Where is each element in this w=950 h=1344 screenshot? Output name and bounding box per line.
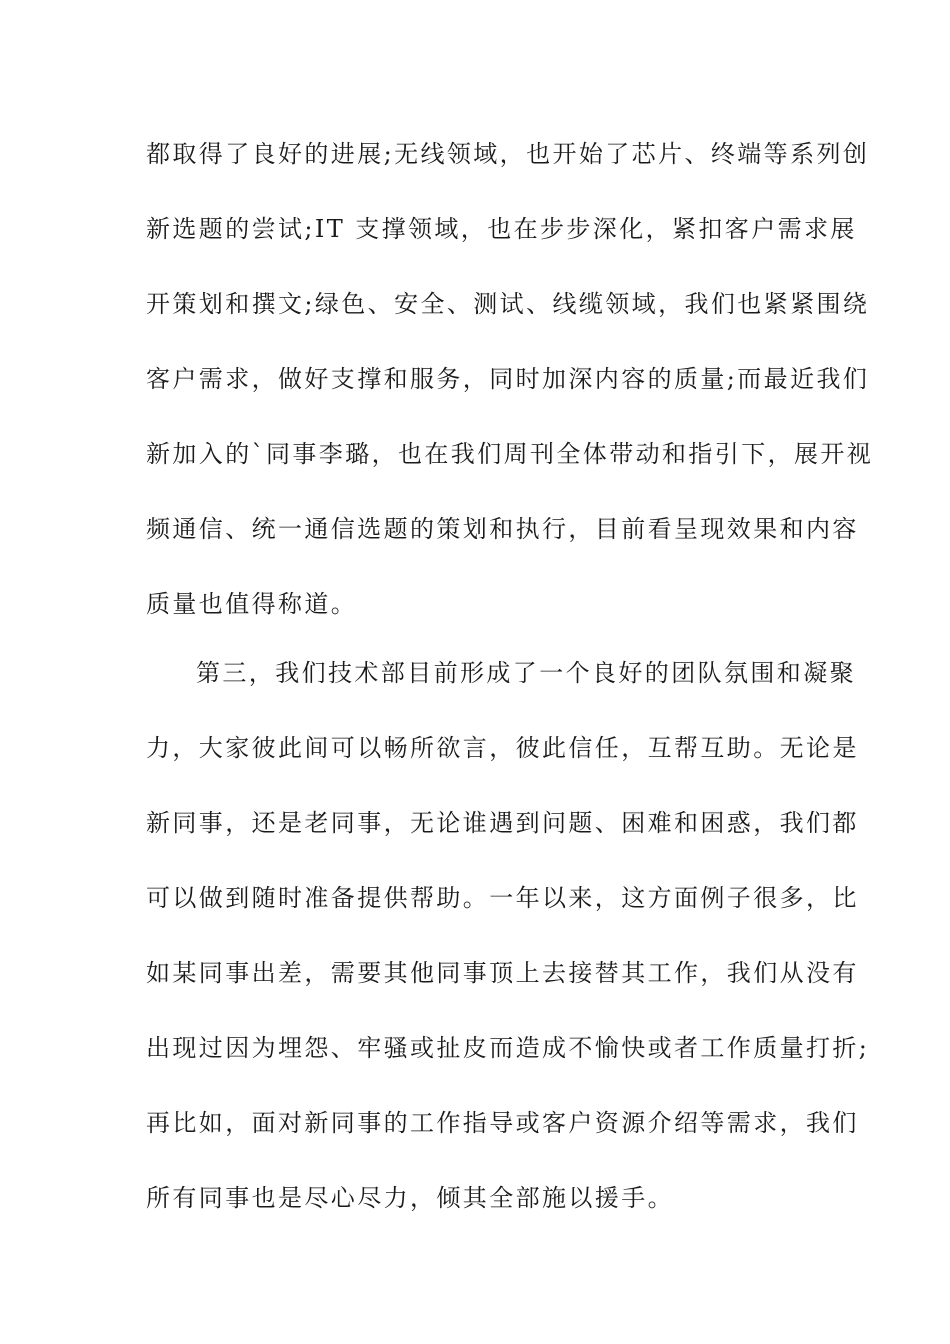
- paragraph-line: 质量也值得称道。: [146, 590, 358, 618]
- paragraph-line: 再比如，面对新同事的工作指导或客户资源介绍等需求，我们: [146, 1109, 859, 1137]
- paragraph-line: 可以做到随时准备提供帮助。一年以来，这方面例子很多，比: [146, 884, 859, 912]
- paragraph-line: 频通信、统一通信选题的策划和执行，目前看呈现效果和内容: [146, 515, 859, 543]
- paragraph-line: 出现过因为埋怨、牢骚或扯皮而造成不愉快或者工作质量打折;: [146, 1034, 870, 1062]
- paragraph-line: 新同事，还是老同事，无论谁遇到问题、困难和困惑，我们都: [146, 809, 859, 837]
- paragraph-line: 新加入的`同事李璐，也在我们周刊全体带动和指引下，展开视: [146, 440, 874, 468]
- paragraph-line: 如某同事出差，需要其他同事顶上去接替其工作，我们从没有: [146, 959, 859, 987]
- paragraph-line: 第三，我们技术部目前形成了一个良好的团队氛围和凝聚: [196, 659, 856, 687]
- paragraph-line: 新选题的尝试;IT 支撑领域，也在步步深化，紧扣客户需求展: [146, 215, 857, 243]
- paragraph-1: [146, 117, 874, 642]
- paragraph-line: 所有同事也是尽心尽力，倾其全部施以援手。: [146, 1184, 674, 1212]
- paragraph-line: 开策划和撰文;绿色、安全、测试、线缆领域，我们也紧紧围绕: [146, 290, 870, 318]
- paragraph-line: 客户需求，做好支撑和服务，同时加深内容的质量;而最近我们: [146, 365, 870, 393]
- paragraph-line: 都取得了良好的进展;无线领域，也开始了芯片、终端等系列创: [146, 140, 870, 168]
- paragraph-line: 力，大家彼此间可以畅所欲言，彼此信任，互帮互助。无论是: [146, 734, 859, 762]
- paragraph-2: [146, 636, 870, 1236]
